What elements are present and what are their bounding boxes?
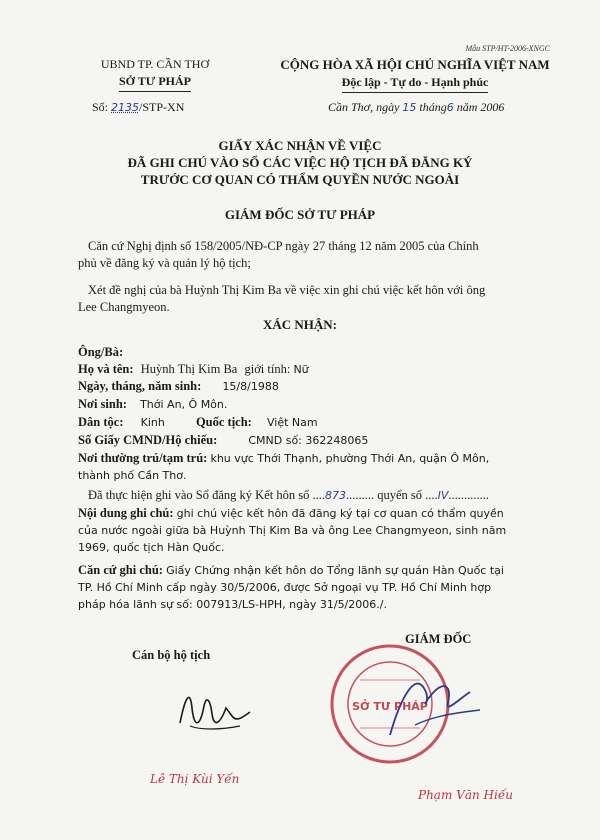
birthplace-row <box>78 396 538 413</box>
residence-label: Nơi thường trú/tạm trú: <box>78 451 208 465</box>
registration-text: Đã thực hiện ghi vào Sổ đăng ký Kết hôn số <box>88 488 310 502</box>
volume-number: IV <box>437 489 449 502</box>
org-line2: SỞ TƯ PHÁP <box>119 73 191 92</box>
issuing-organization <box>70 56 240 92</box>
date-month-label: tháng <box>419 100 447 114</box>
person-label: Ông/Bà: <box>78 345 124 359</box>
confirm-heading: XÁC NHẬN: <box>262 317 338 332</box>
note-content <box>78 505 548 556</box>
residence-row <box>78 450 548 484</box>
ethnicity-value: Kinh <box>140 416 165 429</box>
dob-row <box>78 378 538 395</box>
title-line1: GIẤY XÁC NHẬN VỀ VIỆC <box>218 138 382 153</box>
gender-label: giới tính: <box>244 362 291 376</box>
doc-number-prefix: Số: <box>92 100 109 114</box>
doc-number-value: 2135 <box>111 101 140 114</box>
date-month: 6 <box>446 101 454 114</box>
name-value: Huỳnh Thị Kim Ba <box>140 362 238 376</box>
request-paragraph <box>78 282 548 316</box>
residence-line1: khu vực Thới Thạnh, phường Thới An, quận Ô Môn, <box>210 452 490 465</box>
ethnicity-row <box>78 414 538 431</box>
note-basis-label: Căn cứ ghi chú: <box>78 563 163 577</box>
note-content-line1: ghi chú việc kết hôn đã đăng ký tại cơ quan có thẩm quyền <box>176 507 504 520</box>
director-title: GIÁM ĐỐC <box>405 632 472 646</box>
director-name: Phạm Văn Hiếu <box>418 788 513 802</box>
note-basis-line3: pháp hóa lãnh sự số: 007913/LS-HPH, ngày 31/5/2006./. <box>78 598 387 611</box>
legal-basis <box>78 238 548 272</box>
register-number: 873 <box>324 489 346 502</box>
clerk-signature <box>160 678 280 738</box>
note-basis-line1: Giấy Chứng nhận kết hôn do Tổng lãnh sự quán Hàn Quốc tại <box>166 564 504 577</box>
name-row <box>78 361 538 378</box>
nation-motto: Độc lập - Tự do - Hạnh phúc <box>342 74 489 93</box>
nation-name: CỘNG HÒA XÃ HỘI CHỦ NGHĨA VIỆT NAM <box>280 57 550 72</box>
title-line3: TRƯỚC CƠ QUAN CÓ THẨM QUYỀN NƯỚC NGOÀI <box>140 172 460 187</box>
doc-number-suffix: /STP-XN <box>139 100 185 114</box>
date-place: Cần Thơ, ngày <box>328 100 400 114</box>
residence-line2: thành phố Cần Thơ. <box>78 469 187 482</box>
birthplace-label: Nơi sinh: <box>78 397 127 411</box>
volume-label: quyển số <box>377 488 422 502</box>
note-basis <box>78 562 548 613</box>
basis-line1: Căn cứ Nghị định số 158/2005/NĐ-CP ngày 27 tháng 12 năm 2005 của Chính <box>88 239 479 253</box>
seal-label: SỞ TƯ PHÁP <box>352 700 428 713</box>
dob-value: 15/8/1988 <box>222 380 279 393</box>
document-number <box>92 100 184 115</box>
official-seal <box>320 640 490 770</box>
name-label: Họ và tên: <box>78 362 134 376</box>
ethnicity-label: Dân tộc: <box>78 415 124 429</box>
note-basis-line2: TP. Hồ Chí Minh cấp ngày 30/5/2006, được Sở ngoại vụ TP. Hồ Chí Minh hợp <box>78 581 492 594</box>
nationality-value: Việt Nam <box>266 416 318 429</box>
registration-row: Đã thực hiện ghi vào Sổ đăng ký Kết hôn số ....873......... quyển số ....IV............. <box>88 488 490 502</box>
clerk-name: Lê Thị Kùi Yến <box>150 772 240 786</box>
nationality-label: Quốc tịch: <box>195 415 252 429</box>
authority-heading: GIÁM ĐỐC SỞ TƯ PHÁP <box>224 207 376 222</box>
document-title <box>60 137 540 188</box>
note-content-line3: 1969, quốc tịch Hàn Quốc. <box>78 541 225 554</box>
person-section <box>78 344 548 361</box>
title-line2: ĐÃ GHI CHÚ VÀO SỔ CÁC VIỆC HỘ TỊCH ĐÃ ĐĂNG KÝ <box>127 155 473 170</box>
note-content-label: Nội dung ghi chú: <box>78 506 174 520</box>
org-line1: UBND TP. CẦN THƠ <box>100 57 210 71</box>
birthplace-value: Thới An, Ô Môn. <box>140 398 228 411</box>
id-label: Số Giấy CMND/Hộ chiếu: <box>78 433 218 447</box>
form-code: Mẫu STP/HT-2006-XNGC <box>465 44 550 53</box>
note-content-line2: của nước ngoài giữa bà Huỳnh Thị Kim Ba và ông Lee Changmyeon, sinh năm <box>78 524 507 537</box>
date-day: 15 <box>402 101 417 114</box>
id-value: CMND số: 362248065 <box>248 434 369 447</box>
dob-label: Ngày, tháng, năm sinh: <box>78 379 202 393</box>
id-row <box>78 432 538 449</box>
date-year: năm 2006 <box>456 100 505 114</box>
gender-value: Nữ <box>293 363 309 376</box>
basis-line2: phủ về đăng ký và quản lý hộ tịch; <box>78 256 251 270</box>
national-header <box>255 56 575 93</box>
request-line2: Lee Changmyeon. <box>78 300 170 314</box>
clerk-title: Cán bộ hộ tịch <box>132 648 211 662</box>
request-line1: Xét đề nghị của bà Huỳnh Thị Kim Ba về việc xin ghi chú việc kết hôn với ông <box>88 283 486 297</box>
place-date <box>328 100 504 115</box>
